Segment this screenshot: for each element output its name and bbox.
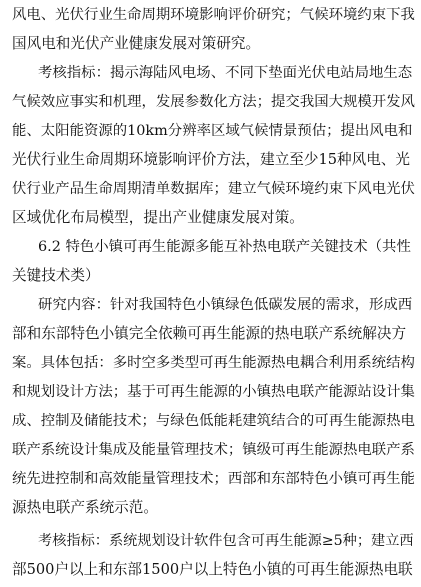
text-line: 伏行业产品生命周期清单数据库；建立气候环境约束下风电光伏 <box>12 181 415 197</box>
text-line: 成、控制及储能技术；与绿色低能耗建筑结合的可再生能源热电 <box>12 413 415 429</box>
paragraph-first-line: 研究内容：针对我国特色小镇绿色低碳发展的需求，形成西 <box>38 297 413 313</box>
text-line: 风电、光伏行业生命周期环境影响评价研究；气候环境约束下我 <box>12 7 415 23</box>
section-heading-continued: 关键技术类） <box>12 267 100 284</box>
text-line: 光伏行业生命周期环境影响评价方法，建立至少15种风电、光 <box>12 151 411 168</box>
paragraph-first-line: 考核指标：揭示海陆风电场、不同下垫面光伏电站局地生态 <box>38 65 413 81</box>
text-line: 统先进控制和高效能量管理技术；西部和东部特色小镇可再生能 <box>12 471 415 487</box>
text-line: 区域优化布局模型，提出产业健康发展对策。 <box>12 209 304 226</box>
text-line: 气候效应事实和机理，发展参数化方法；提交我国大规模开发风 <box>12 94 415 110</box>
section-heading: 6.2 特色小镇可再生能源多能互补热电联产关键技术（共性 <box>38 239 411 255</box>
text-line: 国风电和光伏产业健康发展对策研究。 <box>12 35 261 52</box>
text-line: 能、太阳能资源的10km分辨率区域气候情景预估；提出风电和 <box>12 123 413 139</box>
text-line: 和规划设计方法；基于可再生能源的小镇热电联产能源站设计集 <box>12 384 415 400</box>
paragraph-first-line: 考核指标：系统规划设计软件包含可再生能源≥5种；建立西 <box>38 533 414 549</box>
text-line: 部和东部特色小镇完全依赖可再生能源的热电联产系统解决方 <box>12 325 407 342</box>
text-line: 案。具体包括：多时空多类型可再生能源热电耦合利用系统结构 <box>12 355 415 371</box>
text-line: 源热电联产系统示范。 <box>12 499 158 516</box>
text-line: 部500户以上和东部1500户以上特色小镇的可再生能源热电联 <box>12 561 413 578</box>
text-line: 联产系统设计集成及能量管理技术；镇级可再生能源热电联产系 <box>12 442 415 458</box>
